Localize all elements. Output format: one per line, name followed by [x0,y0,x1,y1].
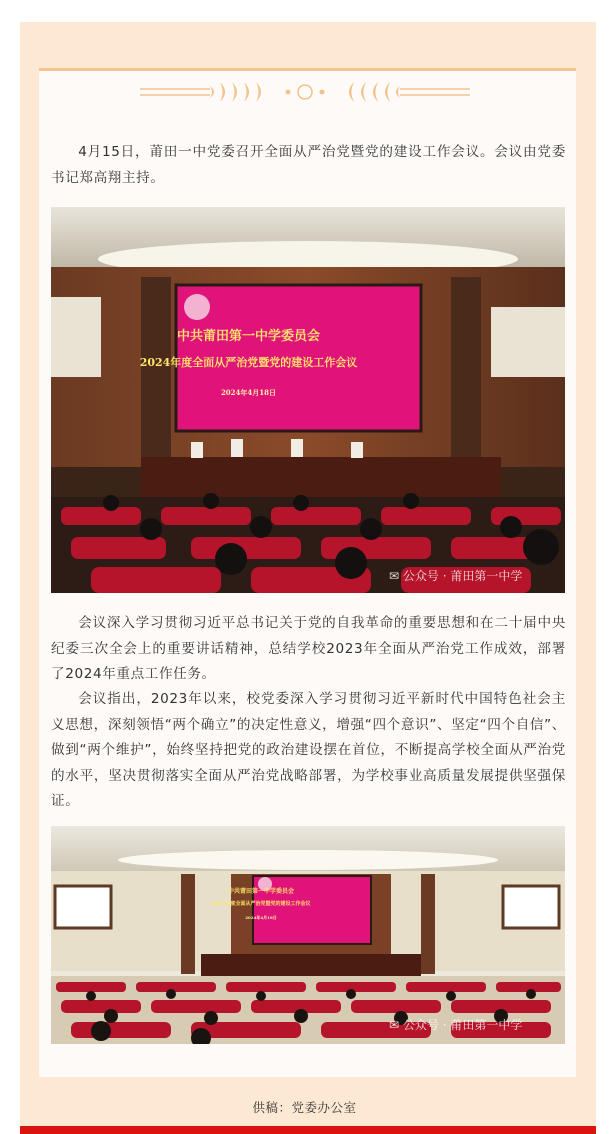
meeting-photo-1 [51,207,565,593]
screen-date: 2024年4月18日 [245,915,277,920]
meeting-photo-1-image [51,207,565,593]
decorative-divider-icon [140,76,470,108]
paragraph-study: 会议深入学习贯彻习近平总书记关于党的自我革命的重要思想和在二十届中央纪委三次全会上的重要讲话精神，总结学校2023年全面从严治党工作成效，部署了2024年重点工作任务。 [51,615,566,682]
screen-subtitle: 2024年度全面从严治党暨党的建设工作会议 [139,356,358,369]
wechat-icon: ✉ [389,1018,403,1032]
screen-subtitle: 2024年度全面从严治党暨党的建设工作会议 [211,901,311,907]
meeting-photo-2-image [51,826,565,1044]
screen-title: 中共莆田第一中学委员会 [227,888,294,895]
photo-watermark: ✉ 公众号 · 莆田第一中学 [389,1018,523,1032]
paragraph-points: 会议指出，2023年以来，校党委深入学习贯彻习近平新时代中国特色社会主义思想，深刻领悟“两个确立”的决定性意义，增强“四个意识”、坚定“四个自信”、做到“两个维护”，始终坚持把党的政治建设摆在首位，不断提高学校全面从严治党的水平，坚决贯彻落实全面从严治党战略部署，为学校事业高质量发展提供坚强保证。 [51,691,566,809]
photo-watermark: ✉ 公众号 · 莆田第一中学 [389,569,523,583]
bottom-bar [20,1126,596,1134]
article-credit: 供稿：党委办公室 [252,1100,357,1115]
screen-title: 中共莆田第一中学委员会 [176,329,320,344]
screen-date: 2024年4月18日 [220,388,277,397]
wechat-icon: ✉ [389,569,403,583]
meeting-photo-2 [51,826,565,1044]
paragraph-intro: 4月15日，莆田一中党委召开全面从严治党暨党的建设工作会议。会议由党委书记郑高翔主持。 [51,144,566,186]
